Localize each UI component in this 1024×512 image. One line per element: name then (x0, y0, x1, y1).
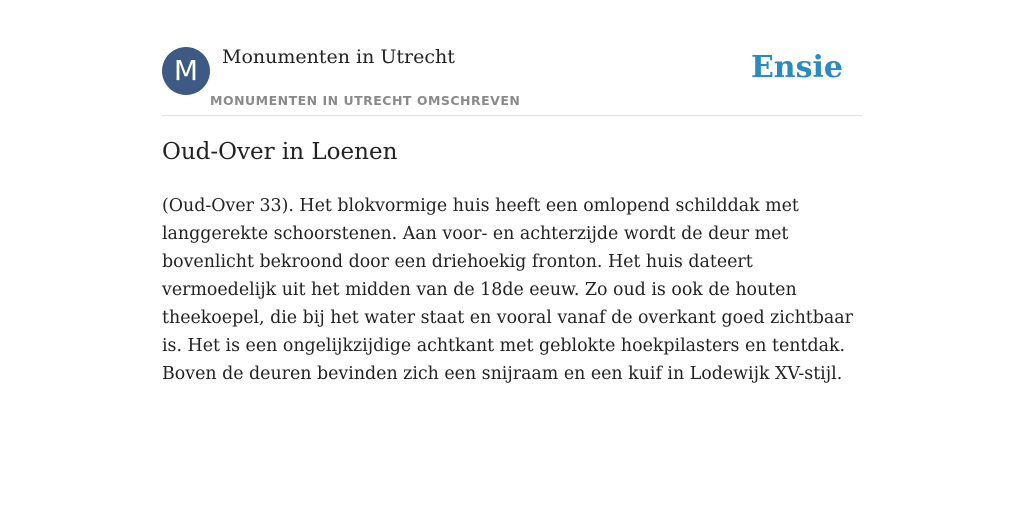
avatar[interactable]: M (162, 47, 210, 95)
header (162, 44, 862, 116)
site-title-link[interactable]: Monumenten in Utrecht (222, 46, 455, 68)
article-title: Oud-Over in Loenen (162, 139, 398, 165)
article-body: (Oud-Over 33). Het blokvormige huis heeft een omlopend schilddak met langgerekte schoorstenen. Aan voor- en achterzijde wordt de deur met bovenlicht bekroond door een driehoekig fronton. Het huis dateert vermoedelijk uit het midden van de 18de eeuw. Zo oud is ook de houten theekoepel, die bij het water staat en vooral vanaf de overkant goed zichtbaar is. Het is een ongelijkzijdige achtkant met geblokte hoekpilasters en tentdak. Boven de deuren bevinden zich een snijraam en een kuif in Lodewijk XV-stijl. (162, 196, 853, 384)
site-subtitle: MONUMENTEN IN UTRECHT OMSCHREVEN (210, 93, 521, 108)
brand-logo-link[interactable]: Ensie (750, 50, 843, 85)
